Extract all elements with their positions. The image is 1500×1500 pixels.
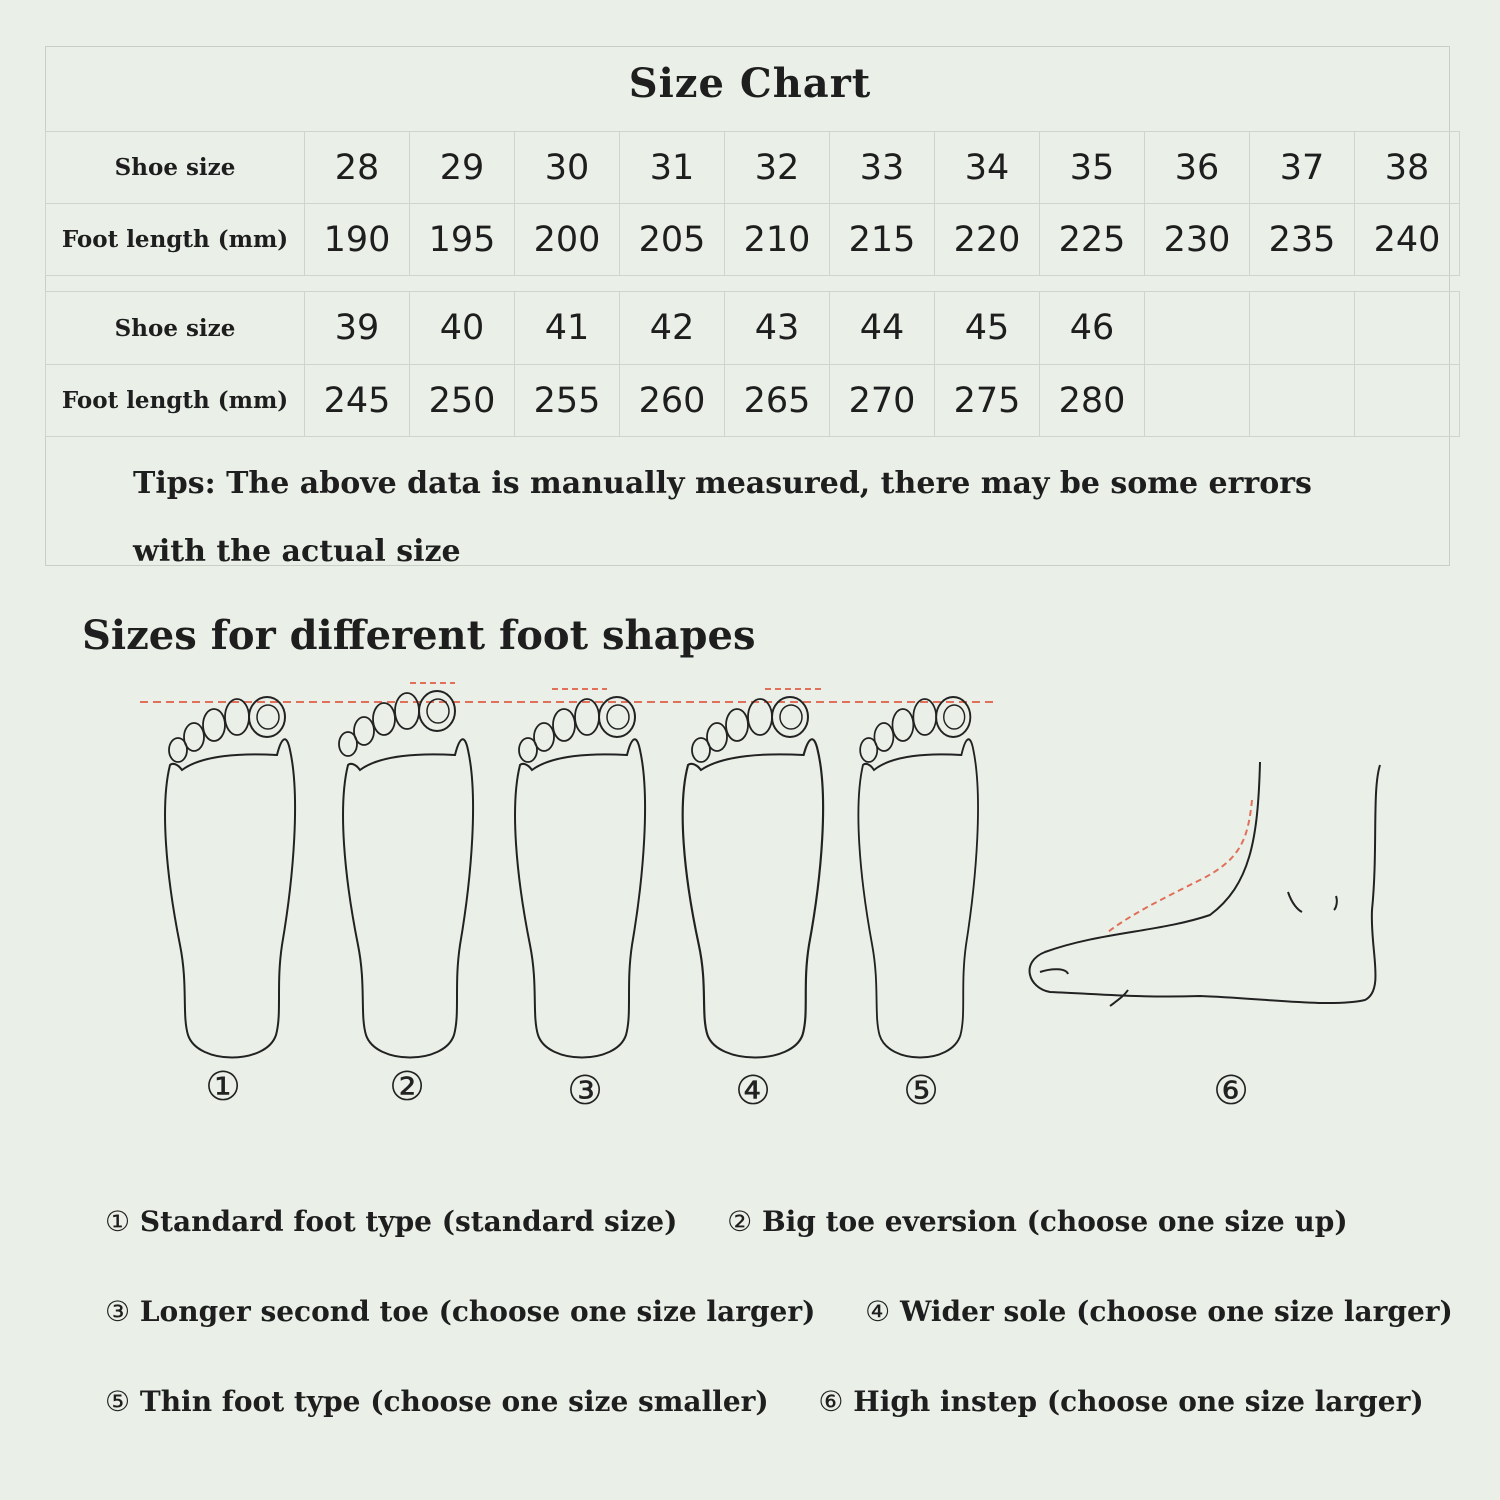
table-cell: 220 <box>935 204 1040 276</box>
table-cell: 275 <box>935 365 1040 437</box>
size-chart-title: Size Chart <box>628 60 872 107</box>
table-cell: 34 <box>935 132 1040 204</box>
row-label-shoe-size: Shoe size <box>46 292 305 365</box>
table-cell <box>1250 292 1355 365</box>
legend-row-3 <box>105 1385 1464 1418</box>
table-row <box>46 365 1460 437</box>
table-cell: 260 <box>620 365 725 437</box>
row-label-shoe-size: Shoe size <box>46 132 305 204</box>
marker-5: ⑤ <box>903 1068 939 1114</box>
foot-shape-3-icon <box>515 689 645 1058</box>
table-cell: 37 <box>1250 132 1355 204</box>
legend-item-1: ① Standard foot type (standard size) <box>105 1205 678 1238</box>
size-table-1 <box>45 131 1460 276</box>
table-row <box>46 292 1460 365</box>
table-cell: 230 <box>1145 204 1250 276</box>
foot-shape-6-side-icon <box>1030 762 1380 1006</box>
table-row <box>46 132 1460 204</box>
table-cell: 29 <box>410 132 515 204</box>
table-cell <box>1250 365 1355 437</box>
table-cell <box>1355 292 1460 365</box>
tips-note <box>133 450 1413 586</box>
legend-item-6: ⑥ High instep (choose one size larger) <box>818 1385 1424 1418</box>
row-label-foot-length: Foot length (mm) <box>46 204 305 276</box>
foot-shapes-illustration <box>0 670 1500 1140</box>
table-cell: 38 <box>1355 132 1460 204</box>
foot-shapes-title: Sizes for different foot shapes <box>82 612 756 659</box>
table-cell: 40 <box>410 292 515 365</box>
table-cell: 205 <box>620 204 725 276</box>
table-cell: 200 <box>515 204 620 276</box>
table-row <box>46 204 1460 276</box>
marker-1: ① <box>205 1064 241 1110</box>
legend-item-3: ③ Longer second toe (choose one size larger) <box>105 1295 816 1328</box>
table-cell: 240 <box>1355 204 1460 276</box>
table-cell: 245 <box>305 365 410 437</box>
legend-row-1 <box>105 1205 1388 1238</box>
table-cell: 225 <box>1040 204 1145 276</box>
table-cell: 215 <box>830 204 935 276</box>
table-cell: 35 <box>1040 132 1145 204</box>
table-cell: 28 <box>305 132 410 204</box>
marker-4: ④ <box>735 1068 771 1114</box>
legend-row-2 <box>105 1295 1493 1328</box>
table-cell: 42 <box>620 292 725 365</box>
table-cell <box>1145 292 1250 365</box>
table-cell: 33 <box>830 132 935 204</box>
table-cell: 280 <box>1040 365 1145 437</box>
table-cell: 270 <box>830 365 935 437</box>
foot-shape-5-icon <box>858 697 978 1058</box>
tips-line-2: with the actual size <box>133 534 461 569</box>
table-cell: 265 <box>725 365 830 437</box>
size-table-2 <box>45 291 1460 437</box>
table-cell: 195 <box>410 204 515 276</box>
foot-shape-4-icon <box>683 689 825 1058</box>
legend-item-2: ② Big toe eversion (choose one size up) <box>727 1205 1348 1238</box>
table-cell: 39 <box>305 292 410 365</box>
table-cell: 31 <box>620 132 725 204</box>
table-cell: 43 <box>725 292 830 365</box>
table-cell: 44 <box>830 292 935 365</box>
marker-6: ⑥ <box>1213 1068 1249 1114</box>
table-cell: 41 <box>515 292 620 365</box>
table-cell: 210 <box>725 204 830 276</box>
table-cell: 46 <box>1040 292 1145 365</box>
table-cell: 36 <box>1145 132 1250 204</box>
tips-line-1: Tips: The above data is manually measured, there may be some errors <box>133 466 1312 501</box>
table-cell: 250 <box>410 365 515 437</box>
legend-item-4: ④ Wider sole (choose one size larger) <box>865 1295 1453 1328</box>
table-cell: 32 <box>725 132 830 204</box>
table-cell: 255 <box>515 365 620 437</box>
table-cell: 30 <box>515 132 620 204</box>
table-cell <box>1355 365 1460 437</box>
foot-shape-1-icon <box>165 697 295 1058</box>
foot-shape-2-icon <box>339 683 473 1058</box>
table-cell: 235 <box>1250 204 1355 276</box>
marker-3: ③ <box>567 1068 603 1114</box>
marker-2: ② <box>389 1064 425 1110</box>
table-cell <box>1145 365 1250 437</box>
table-cell: 190 <box>305 204 410 276</box>
legend-item-5: ⑤ Thin foot type (choose one size smaller) <box>105 1385 769 1418</box>
row-label-foot-length: Foot length (mm) <box>46 365 305 437</box>
table-cell: 45 <box>935 292 1040 365</box>
